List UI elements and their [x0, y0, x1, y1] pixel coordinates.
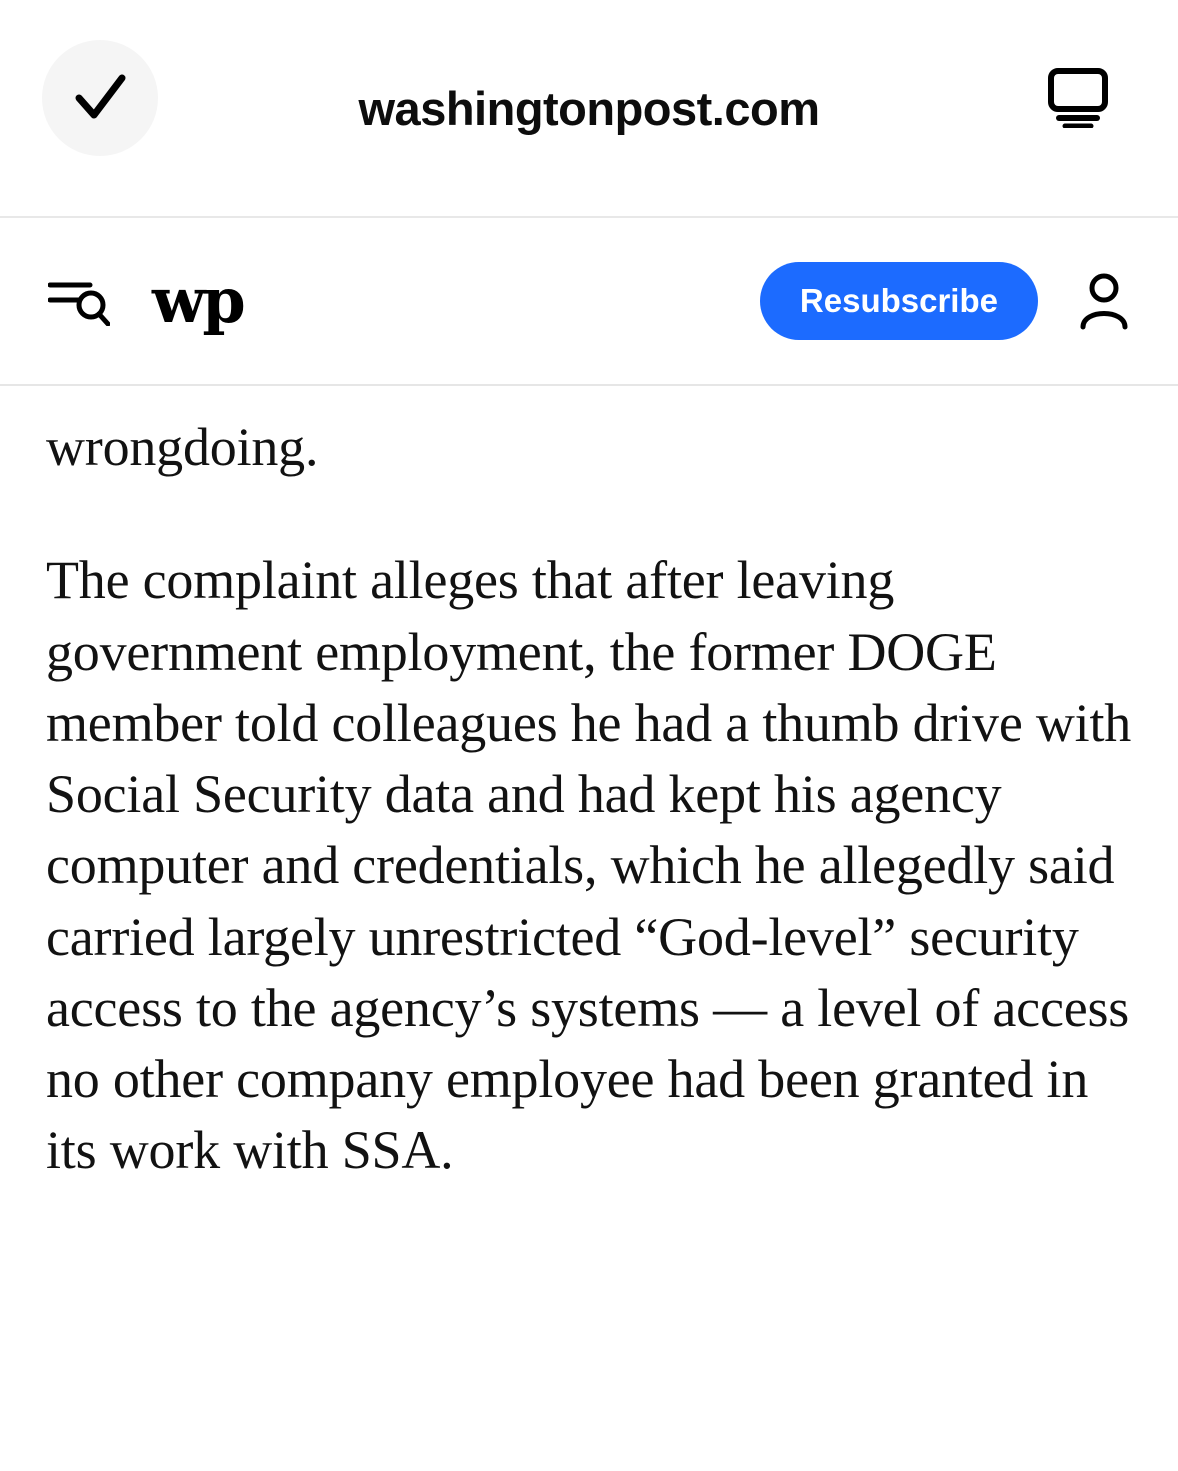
menu-search-icon[interactable] [48, 276, 110, 326]
browser-toolbar [0, 0, 1178, 218]
article-paragraph: The complaint alleges that after leaving government employment, the former DOGE member told colleagues he had a thumb drive with Social Security data and had kept his agency computer and credentials, which he allegedly said carried largely unrestricted “God-level” security access to the agency’s systems — a level of access no other company employee had been granted in its work with SSA. [46, 550, 1132, 1181]
account-icon[interactable] [1078, 272, 1130, 330]
reader-view-icon [1045, 66, 1111, 131]
site-header [0, 218, 1178, 386]
resubscribe-button[interactable]: Resubscribe [760, 262, 1038, 340]
washington-post-logo[interactable]: wp [152, 264, 243, 337]
url-text[interactable]: washingtonpost.com [358, 81, 820, 135]
checkmark-icon [69, 66, 131, 131]
page-security-button[interactable] [42, 40, 158, 156]
article-paragraph-continued: wrongdoing. [46, 417, 319, 477]
reader-view-button[interactable] [1020, 40, 1136, 156]
article-body [0, 386, 1178, 1187]
